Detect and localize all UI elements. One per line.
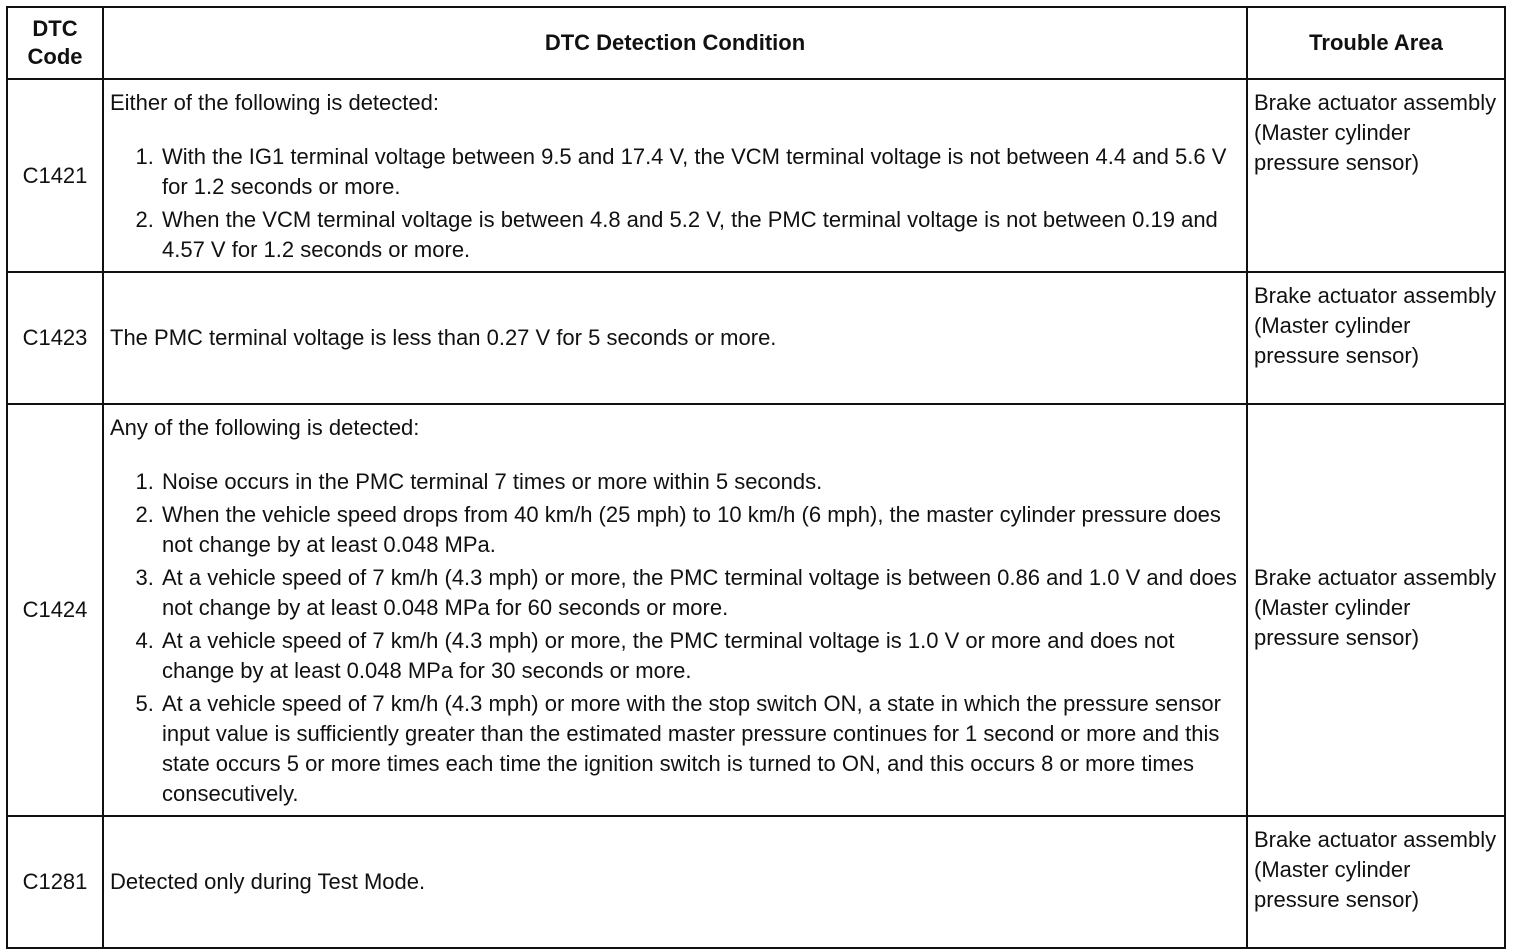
- trouble-area-text: Brake actuator assembly (Master cylinder pressure sensor): [1254, 283, 1497, 368]
- header-dtc-code: DTC Code: [7, 7, 103, 79]
- detection-condition-cell: Detected only during Test Mode.: [103, 816, 1247, 948]
- dtc-code-cell: C1424: [7, 404, 103, 816]
- condition-item: 1. Noise occurs in the PMC terminal 7 times or more within 5 seconds.: [160, 467, 1238, 497]
- condition-item: 4. At a vehicle speed of 7 km/h (4.3 mph) or more, the PMC terminal voltage is 1.0 V or more and does not change by at least 0.048 MPa for 30 seconds or more.: [160, 626, 1238, 686]
- condition-item: 5. At a vehicle speed of 7 km/h (4.3 mph) or more with the stop switch ON, a state in which the pressure sensor input value is sufficiently greater than the estimated master pressure continues for 1 second or more and this state occurs 5 or more times each time the ignition switch is turned to ON, and this occurs 8 or more times consecutively.: [160, 689, 1238, 809]
- header-row: [7, 7, 1505, 79]
- condition-item: 1. With the IG1 terminal voltage between 9.5 and 17.4 V, the VCM terminal voltage is not between 4.4 and 5.6 V for 1.2 seconds or more.: [160, 142, 1238, 202]
- table-header: [7, 7, 1505, 79]
- header-trouble-area: Trouble Area: [1247, 7, 1505, 79]
- trouble-area-text: Brake actuator assembly (Master cylinder pressure sensor): [1254, 90, 1497, 175]
- dtc-code-cell: C1421: [7, 79, 103, 272]
- condition-item: 3. At a vehicle speed of 7 km/h (4.3 mph) or more, the PMC terminal voltage is between 0.86 and 1.0 V and does not change by at least 0.048 MPa for 60 seconds or more.: [160, 563, 1238, 623]
- trouble-area-cell: [1247, 816, 1505, 948]
- dtc-table: [6, 6, 1506, 949]
- table-row: [7, 404, 1505, 816]
- detection-condition-cell: [103, 79, 1247, 272]
- trouble-area-text: Brake actuator assembly (Master cylinder pressure sensor): [1254, 827, 1497, 912]
- header-detection-condition: DTC Detection Condition: [103, 7, 1247, 79]
- dtc-code-cell: C1423: [7, 272, 103, 404]
- condition-item: 2. When the vehicle speed drops from 40 km/h (25 mph) to 10 km/h (6 mph), the master cylinder pressure does not change by at least 0.048 MPa.: [160, 500, 1238, 560]
- detection-condition-cell: [103, 404, 1247, 816]
- table-row: [7, 272, 1505, 404]
- condition-list: [110, 467, 1238, 809]
- trouble-area-cell: [1247, 404, 1505, 816]
- condition-item: 2. When the VCM terminal voltage is between 4.8 and 5.2 V, the PMC terminal voltage is not between 0.19 and 4.57 V for 1.2 seconds or more.: [160, 205, 1238, 265]
- trouble-area-cell: [1247, 79, 1505, 272]
- dtc-code-cell: C1281: [7, 816, 103, 948]
- table-row: [7, 79, 1505, 272]
- table-row: [7, 816, 1505, 948]
- table-body: [7, 79, 1505, 948]
- condition-intro: Any of the following is detected:: [110, 415, 420, 440]
- detection-condition-cell: The PMC terminal voltage is less than 0.27 V for 5 seconds or more.: [103, 272, 1247, 404]
- condition-list: [110, 142, 1238, 265]
- trouble-area-text: Brake actuator assembly (Master cylinder pressure sensor): [1254, 565, 1497, 650]
- trouble-area-cell: [1247, 272, 1505, 404]
- condition-intro: Either of the following is detected:: [110, 90, 439, 115]
